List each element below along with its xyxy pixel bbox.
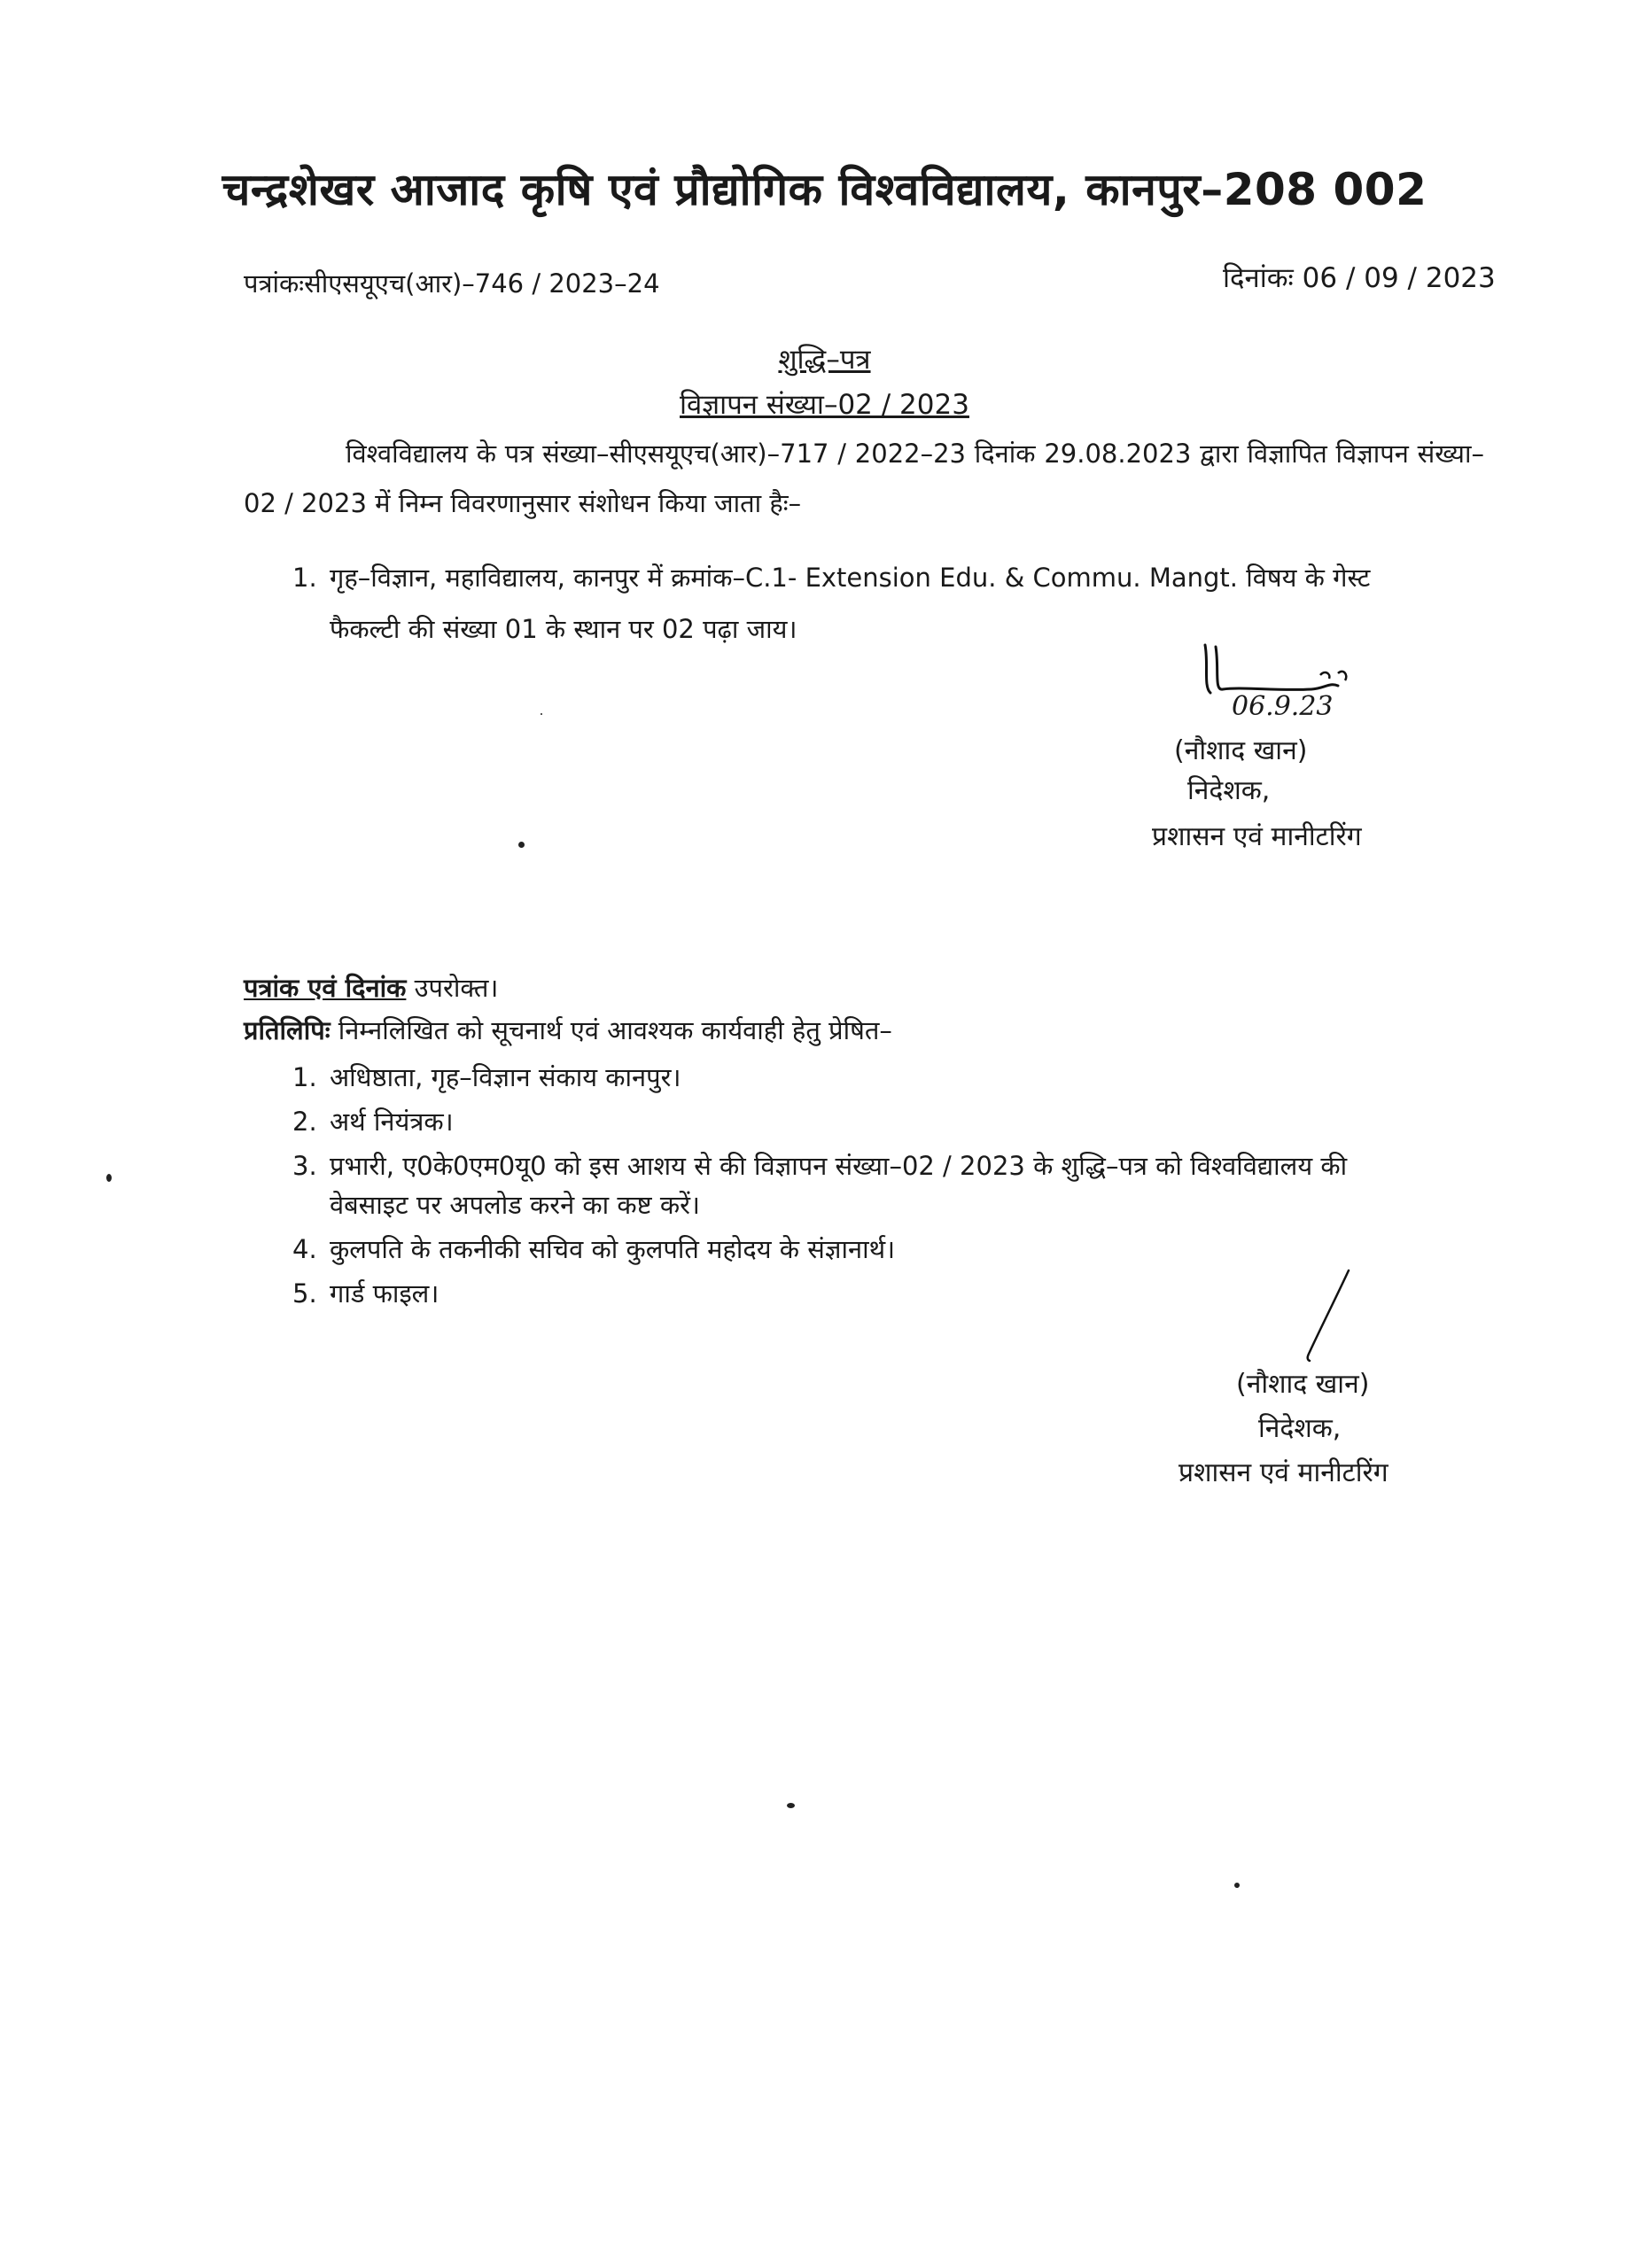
intro-paragraph: विश्वविद्यालय के पत्र संख्या–सीएसयूएच(आर)–717 / 2022–23 दिनांक 29.08.2023 द्वारा विज्ञापित विज्ञापन संख्या–02 / 2023 में निम्न विवरणानुसार संशोधन किया जाता हैः– [244,439,1484,518]
signatory-department-2: प्रशासन एवं मानीटरिंग [1178,1457,1388,1488]
scan-speck [518,842,525,848]
handwritten-signature-1 [1196,638,1409,739]
scan-speck [106,1174,112,1182]
handwritten-date: 06.9.23 [1232,691,1334,722]
signatory-department-1: प्रशासन एवं मानीटरिंग [1152,821,1362,852]
copy-to-line [244,1013,892,1047]
copy-to-label: प्रतिलिपिः [244,1015,331,1045]
copy-list-item [292,1104,454,1138]
copy-list-item-text: प्रभारी, ए0के0एम0यू0 को इस आशय से की विज्ञापन संख्या–02 / 2023 के शुद्धि–पत्र को विश्वविद्यालय की [330,1151,1348,1181]
copy-list-item [292,1276,439,1310]
handwritten-signature-2 [1294,1267,1365,1368]
copy-list-item [292,1148,1347,1183]
signature-stroke-2 [1294,1267,1365,1364]
copy-list-item [292,1060,681,1094]
reference-number: पत्रांकःसीएसयूएच(आर)–746 / 2023–24 [244,268,660,299]
advertisement-number-heading: विज्ञापन संख्या–02 / 2023 [680,389,969,421]
copy-list-item-number: 2. [292,1107,317,1137]
correction-item-number: 1. [292,563,317,593]
copy-list-item-text: अर्थ नियंत्रक। [330,1107,454,1137]
copy-list-item-text: गार्ड फाइल। [330,1278,439,1309]
copy-reference-suffix: उपरोक्त। [406,973,499,1003]
signatory-title-1: निदेशक, [1187,775,1271,806]
university-title: चन्द्रशेखर आजाद कृषि एवं प्रौद्योगिक विश्वविद्यालय, कानपुर–208 002 [222,164,1427,215]
signatory-title-2: निदेशक, [1258,1413,1342,1444]
scan-speck [1234,1883,1240,1888]
copy-list-item-text: कुलपति के तकनीकी सचिव को कुलपति महोदय के संज्ञानार्थ। [330,1234,896,1264]
copy-list-item [292,1231,895,1266]
signatory-name-2: (नौशाद खान) [1236,1369,1370,1400]
copy-list-item-text: अधिष्ठाता, गृह–विज्ञान संकाय कानपुर। [330,1062,681,1092]
corrigendum-heading: शुद्धि–पत्र [778,344,871,376]
correction-item [292,560,1370,594]
document-date: दिनांकः 06 / 09 / 2023 [1223,262,1496,294]
copy-reference-label: पत्रांक एवं दिनांक [244,973,407,1003]
scan-speck [541,713,542,715]
copy-to-text: निम्नलिखित को सूचनार्थ एवं आवश्यक कार्यवाही हेतु प्रेषित– [330,1015,892,1045]
copy-list-item-number: 3. [292,1151,317,1181]
scan-speck [787,1803,795,1808]
copy-reference-line [244,970,498,1005]
copy-list-item-number: 4. [292,1234,317,1264]
correction-item-line2: फैकल्टी की संख्या 01 के स्थान पर 02 पढ़ा जाय। [330,614,797,644]
copy-list-item-number: 5. [292,1278,317,1309]
copy-list-item-number: 1. [292,1062,317,1092]
copy-list-item-continuation: वेबसाइट पर अपलोड करने का कष्ट करें। [330,1190,700,1220]
correction-item-line1: गृह–विज्ञान, महाविद्यालय, कानपुर में क्रमांक–C.1- Extension Edu. & Commu. Mangt. विषय के गेस्ट [330,563,1371,593]
signatory-name-1: (नौशाद खान) [1174,735,1308,766]
